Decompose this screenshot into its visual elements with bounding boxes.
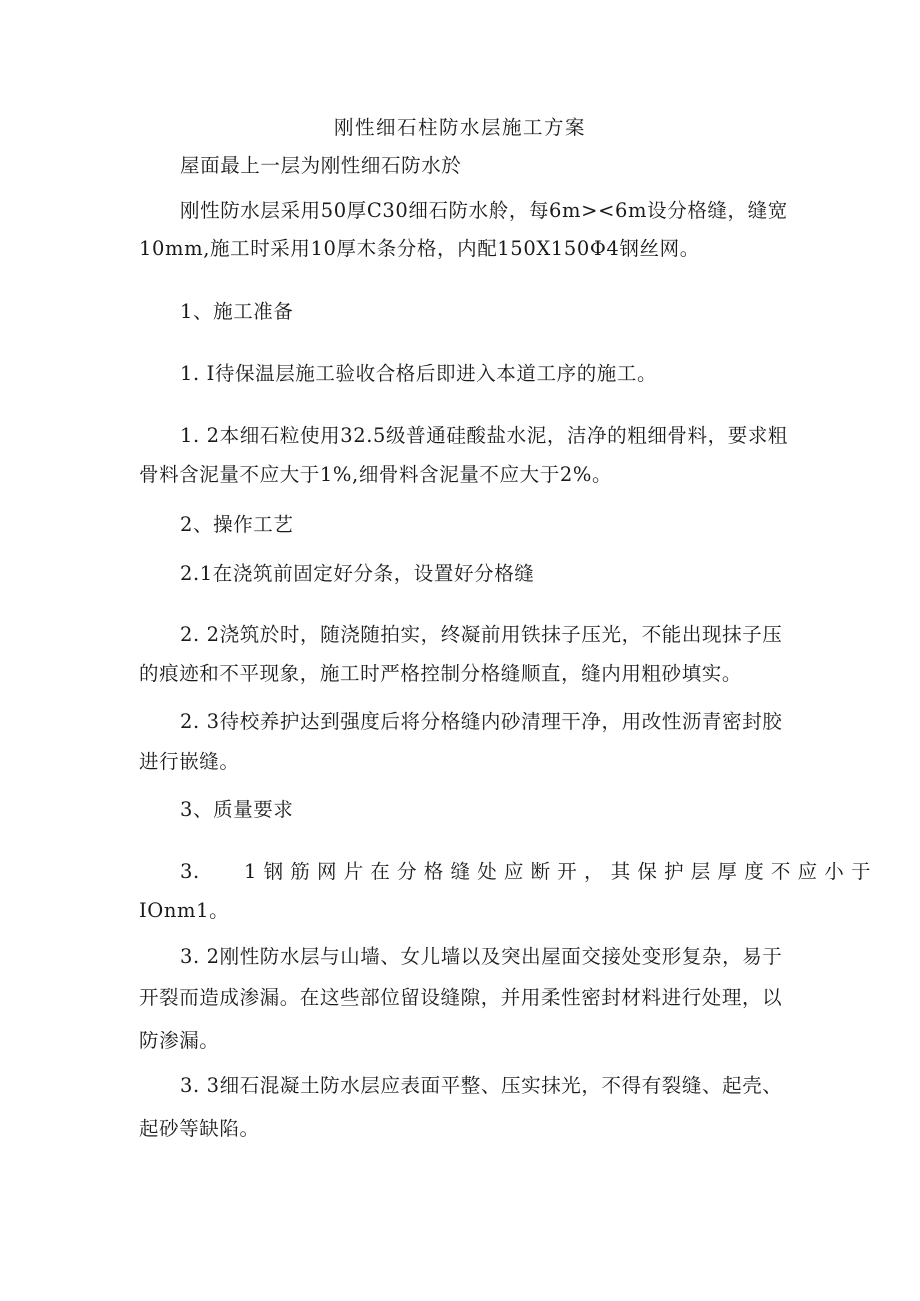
paragraph-line: 进行嵌缝。 xyxy=(139,750,240,773)
paragraph-line: 1钢筋网片在分格缝处应断开，其保护层厚度不应小于 xyxy=(244,860,878,883)
paragraph-line: 2.1在浇筑前固定好分条，设置好分格缝 xyxy=(180,562,535,585)
document-title: 刚性细石柱防水层施工方案 xyxy=(333,116,586,139)
paragraph-line: IOnm1。 xyxy=(139,899,230,922)
paragraph-line: 防渗漏。 xyxy=(139,1029,220,1052)
section-heading: 3、质量要求 xyxy=(180,798,294,821)
paragraph-line: 10mm,施工时采用10厚木条分格，内配150X150Φ4钢丝网。 xyxy=(139,237,700,260)
paragraph-line: 起砂等缺陷。 xyxy=(139,1117,260,1140)
paragraph-line: 骨料含泥量不应大于1%,细骨料含泥量不应大于2%。 xyxy=(139,463,613,486)
paragraph-line: 1. 2本细石粒使用32.5级普通硅酸盐水泥，洁净的粗细骨料，要求粗 xyxy=(180,424,789,447)
paragraph-line: 2. 2浇筑於时，随浇随拍实，终凝前用铁抹子压光，不能出现抹子压 xyxy=(180,623,783,646)
paragraph-line: 1. I待保温层施工验收合格后即进入本道工序的施工。 xyxy=(180,362,658,385)
paragraph-line: 3. 2刚性防水层与山墙、女儿墙以及突出屋面交接处变形复杂，易于 xyxy=(180,945,783,968)
paragraph-number: 3. xyxy=(180,860,200,883)
paragraph-line: 3. 3细石混凝土防水层应表面平整、压实抹光，不得有裂缝、起壳、 xyxy=(180,1074,783,1097)
section-heading: 2、操作工艺 xyxy=(180,513,294,536)
paragraph-line: 屋面最上一层为刚性细石防水於 xyxy=(180,154,462,177)
paragraph-line: 2. 3待校养护达到强度后将分格缝内砂清理干净，用改性沥青密封胶 xyxy=(180,710,783,733)
paragraph-line: 的痕迹和不平现象，施工时严格控制分格缝顺直，缝内用粗砂填实。 xyxy=(139,662,743,685)
section-heading: 1、施工准备 xyxy=(180,300,294,323)
paragraph-line: 开裂而造成渗漏。在这些部位留设缝隙，并用柔性密封材料进行处理，以 xyxy=(139,986,783,1009)
paragraph-line: 刚性防水层采用50厚C30细石防水舲，每6m><6m设分格缝，缝宽 xyxy=(180,199,788,222)
